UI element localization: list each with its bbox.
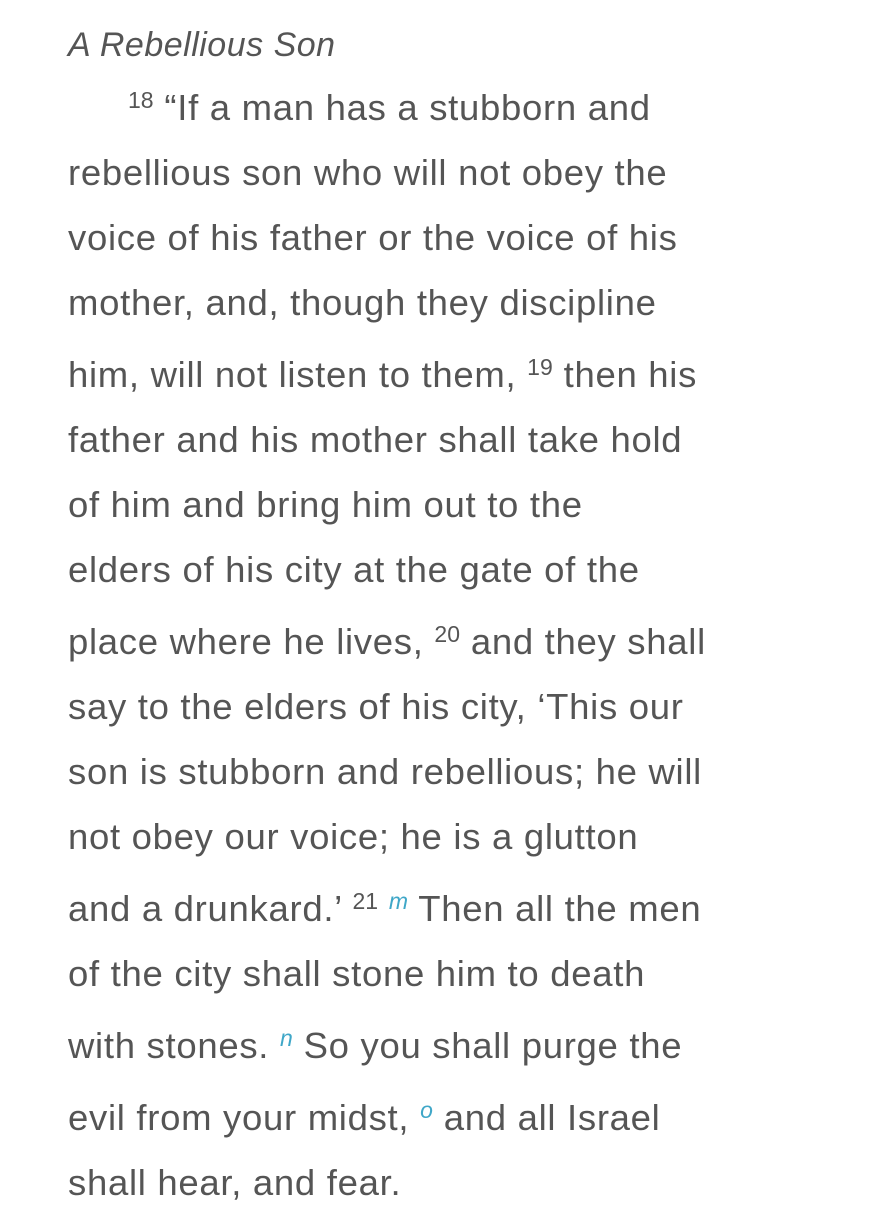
verse-text: Then all the men <box>408 888 702 929</box>
passage-body <box>68 68 848 1215</box>
passage-line <box>68 739 848 804</box>
footnote-marker[interactable]: n <box>279 1025 293 1051</box>
footnote-marker[interactable]: o <box>420 1097 433 1123</box>
verse-text: place where he lives, <box>68 621 435 662</box>
verse-text: elders of his city at the gate of the <box>68 549 640 590</box>
passage-line <box>68 335 848 407</box>
verse-text: then his <box>552 354 698 395</box>
verse-text: of the city shall stone him to death <box>68 953 646 994</box>
passage-line <box>68 602 848 674</box>
footnote-marker[interactable]: m <box>388 888 409 914</box>
passage-line <box>68 674 848 739</box>
verse-text <box>378 888 389 929</box>
verse-text: So you shall purge the <box>292 1025 683 1066</box>
verse-number: 20 <box>434 621 460 647</box>
passage-line <box>68 472 848 537</box>
passage-line <box>68 205 848 270</box>
verse-text: of him and bring him out to the <box>68 484 583 525</box>
verse-text: with stones. <box>68 1025 280 1066</box>
verse-text: father and his mother shall take hold <box>68 419 683 460</box>
verse-text: say to the elders of his city, ‘This our <box>68 686 684 727</box>
passage-line <box>68 869 848 941</box>
verse-text: mother, and, though they discipline <box>68 282 657 323</box>
verse-text: not obey our voice; he is a glutton <box>68 816 639 857</box>
passage-line <box>68 537 848 602</box>
verse-text: and they shall <box>460 621 706 662</box>
passage-line <box>68 1078 848 1150</box>
verse-number: 19 <box>527 354 553 380</box>
verse-text: evil from your midst, <box>68 1097 421 1138</box>
passage-line <box>68 1006 848 1078</box>
verse-number: 21 <box>352 888 379 914</box>
verse-number: 18 <box>128 87 154 113</box>
scripture-passage <box>68 22 848 1215</box>
passage-line <box>68 140 848 205</box>
passage-line <box>68 1150 848 1215</box>
verse-text: voice of his father or the voice of his <box>68 217 678 258</box>
passage-line <box>68 941 848 1006</box>
passage-line <box>68 407 848 472</box>
verse-text: and all Israel <box>432 1097 661 1138</box>
verse-text: him, will not listen to them, <box>68 354 528 395</box>
passage-line <box>68 68 848 140</box>
passage-line <box>68 804 848 869</box>
verse-text: and a drunkard.’ <box>68 888 353 929</box>
verse-text: rebellious son who will not obey the <box>68 152 668 193</box>
passage-line <box>68 270 848 335</box>
verse-text: son is stubborn and rebellious; he will <box>68 751 702 792</box>
verse-text: shall hear, and fear. <box>68 1162 402 1203</box>
verse-text: “If a man has a stubborn and <box>153 87 651 128</box>
section-heading: A Rebellious Son <box>68 26 336 64</box>
